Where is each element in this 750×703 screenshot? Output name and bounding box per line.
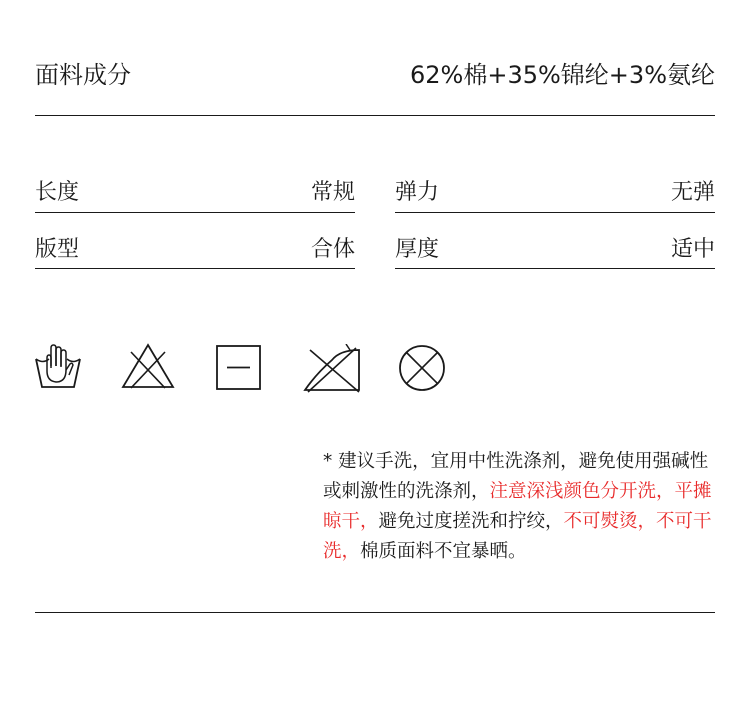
dry-flat-icon [216,345,262,391]
divider-top [35,115,715,116]
divider-bottom [35,612,715,613]
care-instructions [323,447,715,567]
spec-value: 无弹 [670,179,715,205]
spec-label: 弹力 [395,179,440,205]
spec-divider [35,268,355,269]
spec-divider [395,212,715,213]
care-text-normal: 避免过度搓洗和拧绞， [378,511,564,532]
fabric-value: 62%棉+35%锦纶+3%氨纶 [410,60,715,89]
no-dry-clean-icon [397,343,447,393]
no-iron-icon [302,344,362,394]
fabric-composition-row [35,50,715,94]
spec-divider [35,212,355,213]
spec-label: 长度 [35,179,80,205]
hand-wash-icon [33,342,83,392]
spec-length [35,175,355,205]
no-bleach-icon [121,342,175,390]
spec-value: 合体 [310,236,355,262]
spec-label: 版型 [35,236,80,262]
spec-value: 常规 [310,179,355,205]
spec-value: 适中 [670,236,715,262]
care-text-normal: 棉质面料不宜暴晒。 [360,541,527,562]
care-warning-text: 注意深浅颜色分开洗，平摊晾干， [323,481,712,532]
spec-fit [35,232,355,262]
spec-label: 厚度 [395,236,440,262]
care-warning-text: 不可熨烫，不可干洗， [323,511,712,562]
care-text-normal: * 建议手洗，宜用中性洗涤剂，避免使用强碱性或刺激性的洗涤剂， [323,451,709,502]
spec-thickness [395,232,715,262]
fabric-label: 面料成分 [35,60,131,89]
spec-elasticity [395,175,715,205]
spec-divider [395,268,715,269]
